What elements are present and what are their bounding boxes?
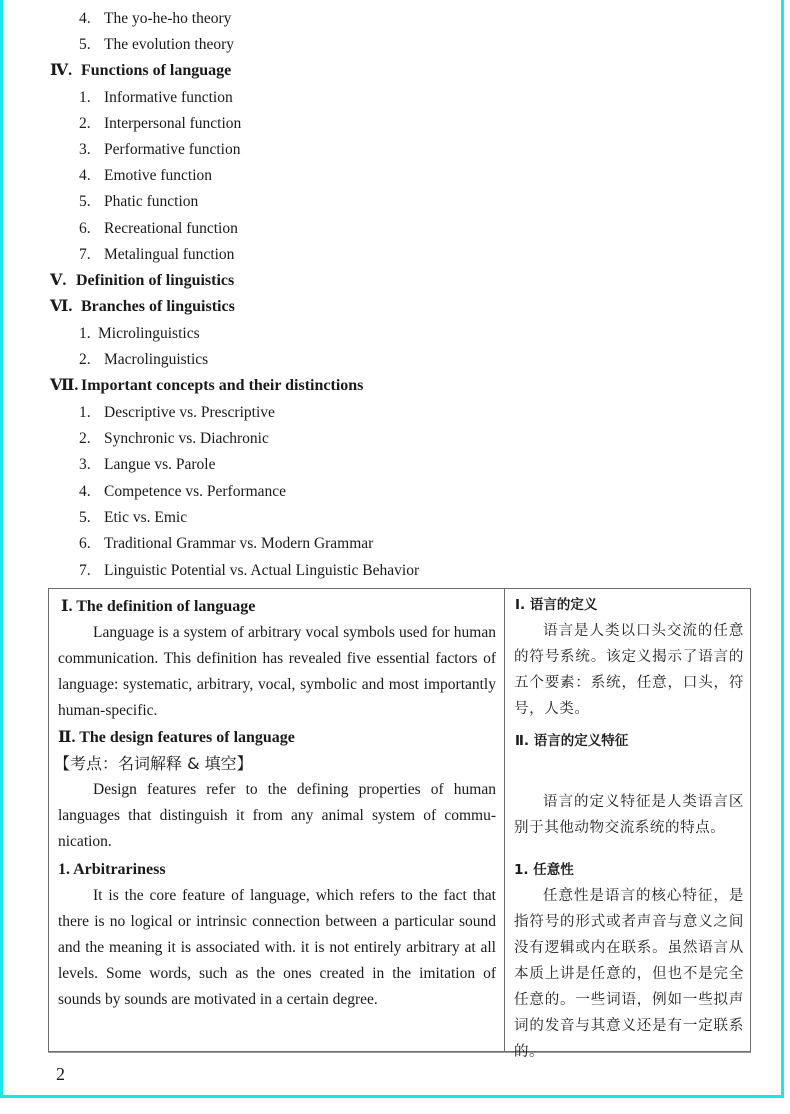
- heading-design-features: Ⅱ. The design features of language: [58, 729, 295, 746]
- list-item: [79, 534, 373, 554]
- item-text: Langue vs. Parole: [104, 456, 216, 473]
- exam-point-tag: 【考点：名词解释 & 填空】: [54, 754, 253, 773]
- roman-numeral: Ⅳ.: [50, 62, 73, 79]
- list-item: [79, 35, 234, 55]
- list-item: [79, 192, 198, 212]
- bilingual-notes-table: [48, 588, 751, 1060]
- section-title: Definition of linguistics: [76, 272, 235, 289]
- list-item: [79, 455, 215, 475]
- english-column: [49, 589, 505, 1051]
- item-text: Traditional Grammar vs. Modern Grammar: [104, 535, 374, 552]
- section-title: Functions of language: [81, 62, 232, 79]
- item-text: Linguistic Potential vs. Actual Linguistic Behavior: [104, 562, 420, 579]
- chinese-column: [505, 589, 750, 1060]
- list-item: [79, 88, 233, 108]
- list-item: [79, 114, 241, 134]
- page-number: 2: [56, 1064, 65, 1084]
- item-number: 2.: [79, 430, 91, 447]
- paragraph-cn-definition: 语言是人类以口头交流的任意的符号系统。该定义揭示了语言的五个要素：系统，任意，口头，符号，人类。: [514, 623, 744, 717]
- list-item: [79, 140, 240, 160]
- heading-cn-definition: Ⅰ. 语言的定义: [515, 597, 598, 613]
- item-number: 1.: [79, 89, 91, 106]
- item-text: Macrolinguistics: [104, 351, 209, 368]
- item-number: 6.: [79, 535, 91, 552]
- list-item: [79, 429, 269, 449]
- item-text: Etic vs. Emic: [104, 509, 188, 526]
- section-title: Important concepts and their distinctions: [81, 377, 364, 394]
- item-text: Metalingual function: [104, 246, 235, 263]
- item-text: The yo-he-ho theory: [104, 10, 232, 27]
- item-number: 1.: [79, 325, 91, 342]
- item-number: 4.: [79, 483, 91, 500]
- list-item: [79, 350, 208, 370]
- section-title: Branches of linguistics: [81, 298, 235, 315]
- list-item: [79, 403, 275, 423]
- heading-arbitrariness: 1. Arbitrariness: [58, 861, 166, 878]
- section-heading-vii: [50, 376, 363, 396]
- list-item: [79, 245, 234, 265]
- item-number: 5.: [79, 36, 91, 53]
- item-number: 4.: [79, 167, 91, 184]
- item-number: 2.: [79, 351, 91, 368]
- list-item: [79, 482, 286, 502]
- item-number: 2.: [79, 115, 91, 132]
- list-item: [79, 324, 200, 344]
- item-text: Synchronic vs. Diachronic: [104, 430, 269, 447]
- roman-numeral: Ⅵ.: [50, 298, 73, 315]
- item-text: Performative function: [104, 141, 241, 158]
- item-text: Competence vs. Performance: [104, 483, 287, 500]
- item-number: 5.: [79, 193, 91, 210]
- list-item: [79, 9, 231, 29]
- item-number: 4.: [79, 10, 91, 27]
- section-heading-vi: [50, 297, 235, 317]
- list-item: [79, 561, 419, 581]
- item-number: 1.: [79, 404, 91, 421]
- paragraph-cn-arbitrariness: 任意性是语言的核心特征，是指符号的形式或者声音与意义之间没有逻辑或内在联系。虽然语言从本质上讲是任意的，但也不是完全任意的。一些词语，例如一些拟声词的发音与其意义还是有一定联系的。: [514, 888, 744, 1060]
- item-number: 5.: [79, 509, 91, 526]
- item-text: Microlinguistics: [98, 325, 200, 342]
- heading-cn-arbitrariness: 1. 任意性: [514, 862, 574, 878]
- item-number: 3.: [79, 141, 91, 158]
- section-heading-iv: [50, 61, 231, 81]
- roman-numeral: Ⅶ.: [50, 377, 79, 394]
- item-text: Emotive function: [104, 167, 213, 184]
- list-item: [79, 219, 238, 239]
- item-text: Recreational function: [104, 220, 238, 237]
- roman-numeral: Ⅴ.: [50, 272, 67, 289]
- item-number: 7.: [79, 562, 91, 579]
- item-number: 6.: [79, 220, 91, 237]
- list-item: [79, 508, 187, 528]
- paragraph-definition: Language is a system of arbitrary vocal symbols used for human communication. This definition has revealed five essential factors of language: systematic, arbitrary, vocal, symbolic and most importantly human-specific.: [58, 624, 496, 719]
- item-text: The evolution theory: [104, 36, 234, 53]
- heading-cn-design-features: Ⅱ. 语言的定义特征: [515, 733, 629, 749]
- list-item: [79, 166, 212, 186]
- item-number: 7.: [79, 246, 91, 263]
- section-heading-v: [50, 271, 234, 291]
- heading-definition-of-language: Ⅰ. The definition of language: [61, 598, 256, 615]
- item-text: Interpersonal function: [104, 115, 242, 132]
- paragraph-design-features: Design features refer to the defining properties of human languages that distinguish it from any animal system of communication.: [58, 781, 496, 850]
- item-number: 3.: [79, 456, 91, 473]
- item-text: Phatic function: [104, 193, 199, 210]
- item-text: Informative function: [104, 89, 233, 106]
- paragraph-arbitrariness: It is the core feature of language, which refers to the fact that there is no logical or intrinsic connection between a particular sound and the meaning it is associated with. it is not entirely arbitrary at all levels. Some words, such as the ones created in the imitation of sounds by sounds are motivated in a certain degree.: [58, 887, 496, 1008]
- item-text: Descriptive vs. Prescriptive: [104, 404, 275, 421]
- paragraph-cn-design-features: 语言的定义特征是人类语言区别于其他动物交流系统的特点。: [514, 794, 744, 836]
